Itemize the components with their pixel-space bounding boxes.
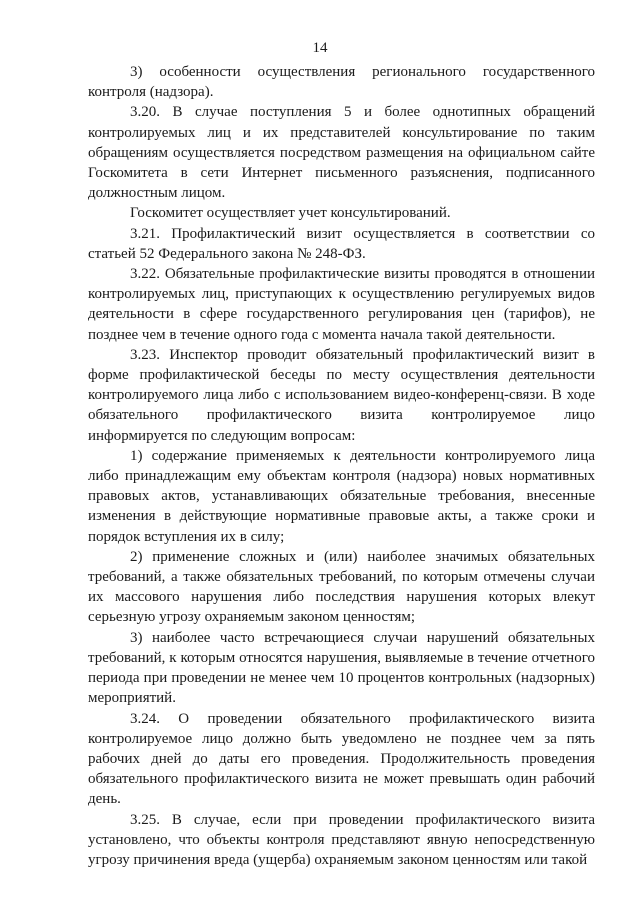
paragraph-3-24: 3.24. О проведении обязательного профилактического визита контролируемое лицо должно быть уведомлено не позднее чем за пять рабочих дней до даты его проведения. Продолжительность проведения обязательного профилактического визита не может превышать один рабочий день.	[88, 710, 595, 808]
paragraph-3-25: 3.25. В случае, если при проведении профилактического визита установлено, что объекты контроля представляют явную непосредственную угрозу причинения вреда (ущерба) охраняемым законом ценностям или такой	[88, 811, 595, 868]
paragraph-3-item-3: 3) особенности осуществления регионального государственного контроля (надзора).	[88, 64, 595, 101]
paragraph-3-23: 3.23. Инспектор проводит обязательный профилактический визит в форме профилактической беседы по месту осуществления деятельности контролируемого лица либо с использованием видео-конференц-связи. В ходе обязательного профилактического визита контролируемое лицо информируется по следующим вопросам:	[88, 346, 595, 444]
list-item-1: 1) содержание применяемых к деятельности контролируемого лица либо принадлежащим ему объектам контроля (надзора) новых нормативных правовых актов, устанавливающих обязательные требования, внесенные изменения в действующие нормативные правовые акты, а также сроки и порядок вступления их в силу;	[88, 447, 595, 545]
paragraph-3-20: 3.20. В случае поступления 5 и более однотипных обращений контролируемых лиц и их представителей консультирование по таким обращениям осуществляется посредством размещения на официальном сайте Госкомитета в сети Интернет письменного разъяснения, подписанного должностным лицом.	[88, 104, 595, 202]
list-item-3: 3) наиболее часто встречающиеся случаи нарушений обязательных требований, к которым относятся нарушения, выявляемые в течение отчетного периода при проведении не менее чем 10 процентов контрольных (надзорных) мероприятий.	[88, 629, 595, 707]
paragraph-3-22: 3.22. Обязательные профилактические визиты проводятся в отношении контролируемых лиц, приступающих к осуществлению регулируемых видов деятельности в сфере государственного регулирования цен (тарифов), не позднее чем в течение одного года с момента начала такой деятельности.	[88, 266, 595, 343]
paragraph-consultation-record: Госкомитет осуществляет учет консультирований.	[130, 205, 451, 222]
document-body	[88, 62, 595, 870]
page-number: 14	[312, 40, 328, 56]
list-item-2: 2) применение сложных и (или) наиболее значимых обязательных требований, а также обязательных требований, по которым отмечены случаи их массового нарушения либо последствия нарушения которых влекут серьезную угрозу охраняемым законом ценностям;	[88, 548, 595, 626]
paragraph-3-21: 3.21. Профилактический визит осуществляется в соответствии со статьей 52 Федерального закона № 248-ФЗ.	[88, 225, 595, 262]
